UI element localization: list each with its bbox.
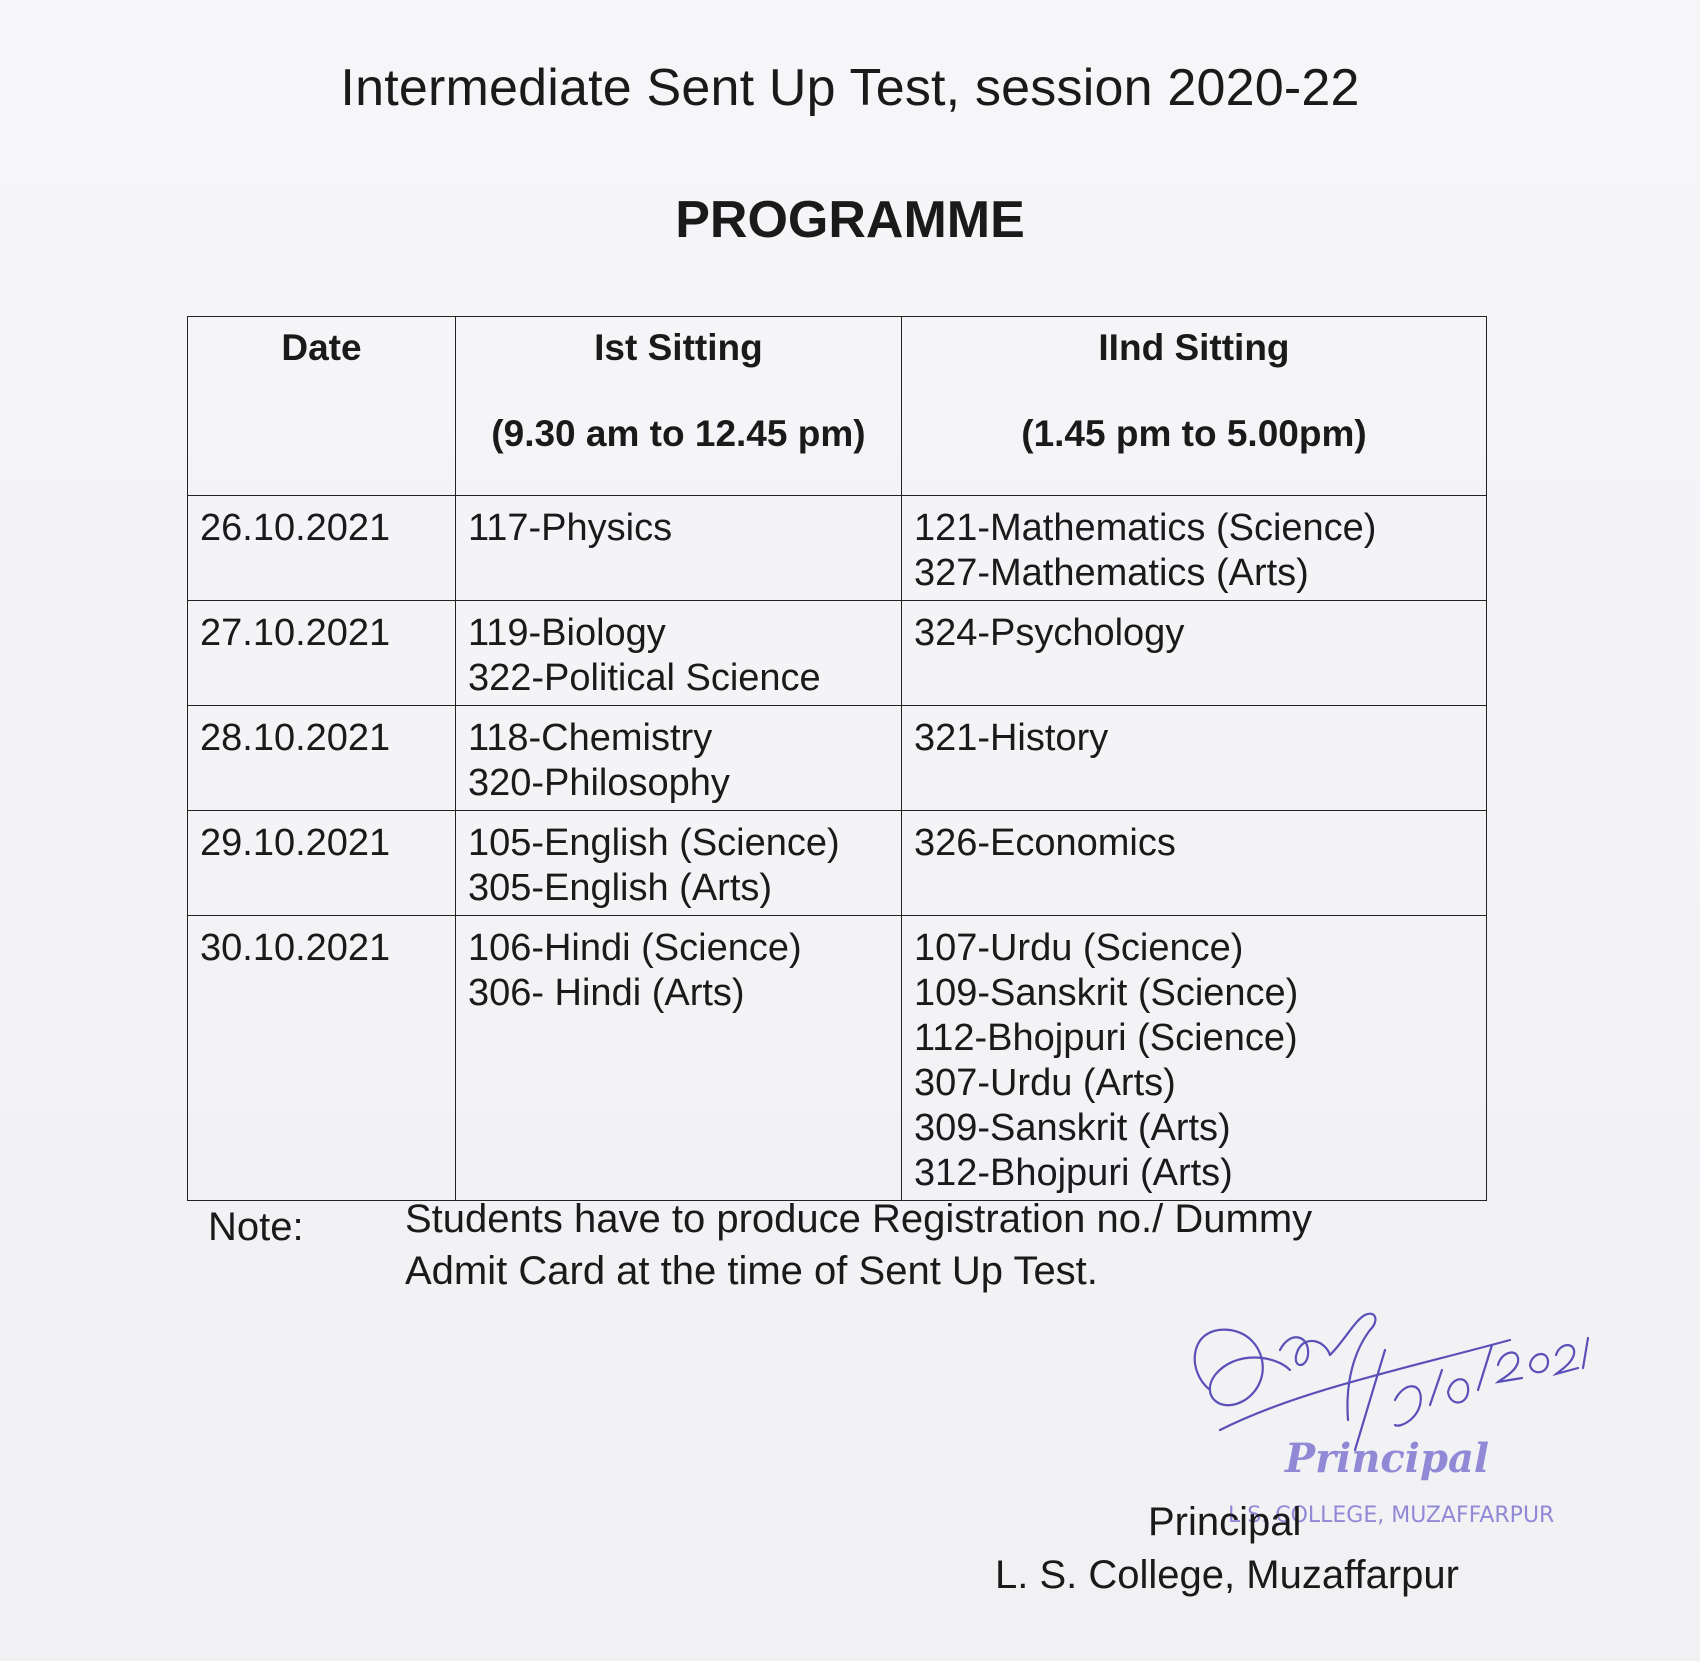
signatory-title: Principal [1148,1500,1302,1544]
document-title: Intermediate Sent Up Test, session 2020-22 [340,59,1360,117]
subject: 307-Urdu (Arts) [913,1062,1176,1104]
date-value: 26.10.2021 [200,507,391,549]
subject: 321-History [913,717,1109,759]
signature-stroke [1498,1353,1522,1382]
header-first-sitting [455,317,901,496]
second-sitting-cell [901,916,1486,1201]
signature-stroke [1530,1354,1548,1372]
subject: 306- Hindi (Arts) [467,972,745,1014]
first-sitting-cell [455,601,901,706]
programme-table [187,316,1487,1201]
first-sitting-cell [455,811,901,916]
subject: 326-Economics [913,822,1176,864]
signature-stroke [1280,1337,1330,1365]
table-row [188,496,1487,601]
signature-stroke [1478,1345,1492,1390]
table-row [188,601,1487,706]
subject: 309-Sanskrit (Arts) [913,1107,1231,1149]
second-sitting-cell [901,811,1486,916]
subject: 119-Biology [467,612,666,654]
date-value: 30.10.2021 [200,927,391,969]
first-sitting-cell [455,496,901,601]
programme-heading: PROGRAMME [675,191,1025,249]
date-value: 29.10.2021 [200,822,391,864]
date-cell [188,706,456,811]
subject: 324-Psychology [913,612,1185,654]
signature-stroke [1430,1370,1442,1405]
subject: 117-Physics [467,507,673,549]
signature-stroke [1195,1330,1290,1406]
header-date-label: Date [281,327,362,368]
table-row [188,811,1487,916]
second-sitting-cell [901,706,1486,811]
signatory-college: L. S. College, Muzaffarpur [995,1553,1459,1597]
first-sitting-cell [455,706,901,811]
date-cell [188,601,456,706]
second-sitting-cell [901,601,1486,706]
subject: 312-Bhojpuri (Arts) [913,1152,1233,1194]
header-first-time: (9.30 am to 12.45 pm) [491,413,866,454]
signature-stroke [1448,1379,1468,1402]
subject: 112-Bhojpuri (Science) [913,1017,1298,1059]
header-second-sitting [901,317,1486,496]
header-first-label: Ist Sitting [594,327,763,368]
date-value: 28.10.2021 [200,717,391,759]
header-second-time: (1.45 pm to 5.00pm) [1021,413,1367,454]
date-cell [188,916,456,1201]
subject: 118-Chemistry [467,717,713,759]
table-header-row [188,317,1487,496]
table-row [188,706,1487,811]
date-cell [188,496,456,601]
subject: 320-Philosophy [467,762,730,804]
stamp-college: L.S. COLLEGE, MUZAFFARPUR [1228,1503,1555,1528]
subject: 105-English (Science) [467,822,840,864]
stamp-title: Principal [1285,1435,1490,1482]
subject: 322-Political Science [467,657,821,699]
note-line: Admit Card at the time of Sent Up Test. [405,1249,1098,1293]
note-line: Students have to produce Registration no./ Dummy [405,1197,1313,1241]
subject: 121-Mathematics (Science) [913,507,1377,549]
header-date [188,317,456,496]
date-cell [188,811,456,916]
date-value: 27.10.2021 [200,612,391,654]
signature-stroke [1583,1338,1588,1368]
note-label: Note: [208,1205,304,1249]
subject: 107-Urdu (Science) [913,927,1244,969]
subject: 109-Sanskrit (Science) [913,972,1299,1014]
signature-stroke [1395,1386,1421,1425]
header-second-label: IInd Sitting [1098,327,1290,368]
subject: 327-Mathematics (Arts) [913,552,1309,594]
subject: 106-Hindi (Science) [467,927,802,969]
table-row [188,916,1487,1201]
second-sitting-cell [901,496,1486,601]
first-sitting-cell [455,916,901,1201]
subject: 305-English (Arts) [467,867,773,909]
signature-stroke [1556,1345,1578,1374]
note-text [405,1193,1425,1297]
